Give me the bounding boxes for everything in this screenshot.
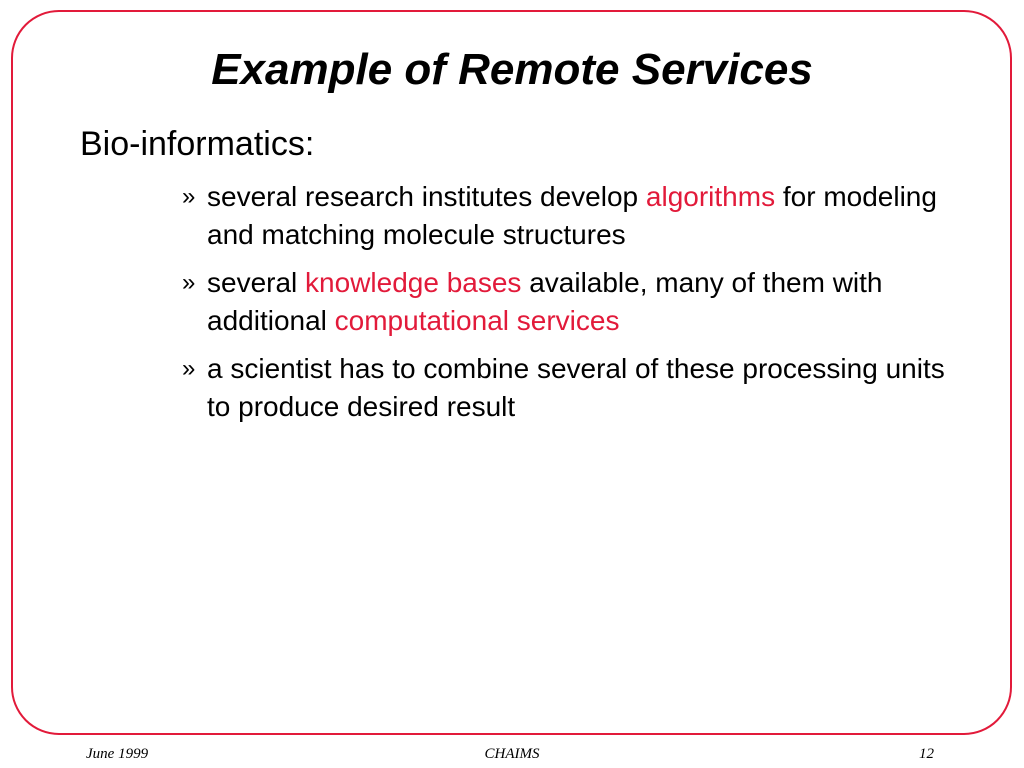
footer-title: CHAIMS bbox=[484, 746, 540, 762]
bullet-text: for modeling and matching molecule structures bbox=[207, 181, 937, 250]
bullet-marker: » bbox=[182, 355, 196, 382]
bullet-list bbox=[180, 178, 960, 436]
footer-date: June 1999 bbox=[86, 746, 149, 762]
bullet-item-algorithms bbox=[180, 178, 960, 254]
highlight-knowledge-bases: knowledge bases bbox=[305, 267, 522, 298]
bullet-marker: » bbox=[182, 269, 196, 296]
section-heading: Bio-informatics: bbox=[80, 125, 315, 163]
bullet-text: a scientist has to combine several of these processing units to produce desired result bbox=[207, 353, 945, 422]
slide-title: Example of Remote Services bbox=[211, 45, 813, 94]
bullet-text: available, many of them with additional bbox=[207, 267, 883, 336]
bullet-item-scientist bbox=[180, 350, 960, 426]
footer-page-number: 12 bbox=[919, 746, 934, 762]
bullet-text: several bbox=[207, 267, 306, 298]
highlight-algorithms: algorithms bbox=[645, 181, 776, 212]
highlight-computational-services: computational services bbox=[334, 305, 620, 336]
bullet-text: several research institutes develop bbox=[207, 181, 646, 212]
bullet-item-knowledge-bases bbox=[180, 264, 960, 340]
bullet-marker: » bbox=[182, 183, 196, 210]
